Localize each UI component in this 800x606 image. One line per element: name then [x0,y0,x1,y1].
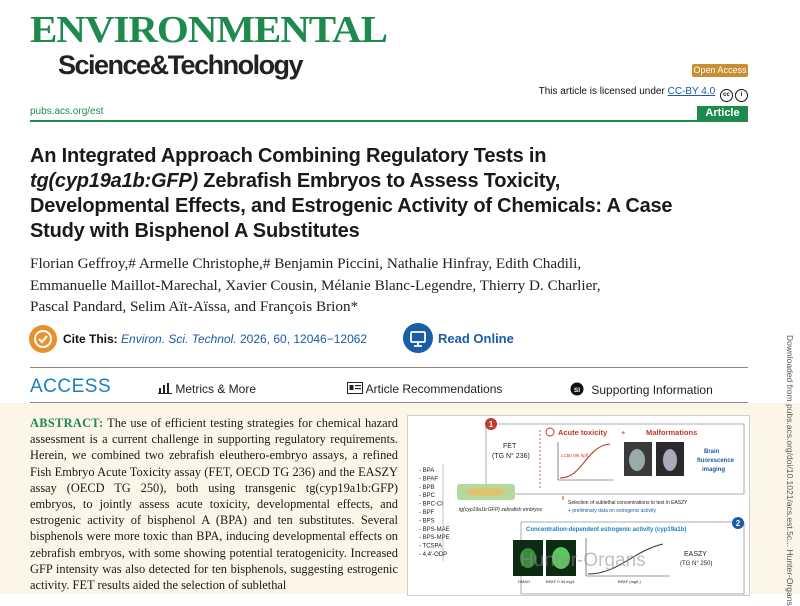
compound-item: - BPA [419,468,435,474]
compound-item: - BPAF [419,476,438,483]
bpaf-label: BPAF 0.34 mg/L [546,579,576,584]
metrics-more-link[interactable]: Metrics & More [158,382,256,396]
cite-divider [30,367,748,368]
by-icon: i [735,89,748,102]
authors-line1[interactable]: Florian Geffroy,# Armelle Christophe,# Benjamin Piccini, Nathalie Hinfray, Edith Chadili, [30,255,582,272]
step1-label: 1 [488,420,494,429]
zebrafish-embryo-image [466,488,506,496]
title-italic: tg(cyp19a1b:GFP) [30,170,198,192]
cite-ref[interactable]: 2026, 60, 12046−12062 [239,332,368,346]
compound-item: - BPC [419,493,436,500]
brain-line3: imaging [702,467,726,473]
journal-url[interactable]: pubs.acs.org/est [30,106,104,117]
brain-line2: fluorescence [697,458,735,464]
cite-check-icon[interactable] [29,325,57,353]
dmso-label: DMSO [518,579,530,584]
cite-this[interactable]: Cite This: Environ. Sci. Technol. 2026, 60, 12046−12062 [63,332,368,346]
selection-text-line1: Selection of sublethal concentrations to test in EASZY [568,500,688,506]
license-notice [539,86,748,102]
watermark: Hunter-Organs [520,550,646,571]
easzy-label: EASZY [684,551,707,558]
xaxis-label: BPAF (mg/L) [618,579,641,584]
read-online-icon[interactable] [403,323,433,353]
compound-list [419,468,450,558]
title-line4: Study with Bisphenol A Substitutes [30,220,360,242]
easzy-tg: (TG N° 250) [680,561,713,567]
fet-tg: (TG N° 236) [492,453,530,460]
supporting-information-link[interactable]: SI Supporting Information [570,382,713,397]
compound-item: - BPF [419,510,435,516]
article-type-tag: Article [697,106,748,121]
selection-text-line2: + preliminary data on estrogenic activity [568,508,656,514]
license-text: This article is licensed under [538,86,665,97]
malf-plus: + [621,428,626,437]
authors-line2[interactable]: Emmanuelle Maillot-Marechal, Xavier Cousin, Mélanie Blanc-Legendre, Thierry D. Charlier, [30,276,601,294]
compound-item: - 4,4'-ODP [419,552,448,558]
authors-line3[interactable]: Pascal Pandard, Selim Aït-Aïssa, and François Brion* [30,298,359,315]
cite-journal[interactable]: Environ. Sci. Technol. [121,332,237,346]
svg-text:SI: SI [573,387,581,394]
open-access-badge: Open Access [693,65,747,75]
abstract-text: ABSTRACT: The use of efficient testing strategies for chemical hazard assessment is a current challenge in supporting regulatory requirements. Herein, we combined two zebrafish eleuthero-embryo assays, a refined Fish Embryo Acute Toxicity assay (FET, OECD TG 236) and the EASZY assay (OECD TG 250), both using transgenic tg(cyp19a1b:GFP) embryos, to jointly assess acute toxicity, developmental effects, and estrogenic activity of bisphenol A (BPA) and ten substitutes. Several bisphenols were more toxic than BPA, inducing developmental effects on zebrafish embryos, with some showing potential teratogenicity. Increased GFP intensity was also detected for ten bisphenols, suggesting estrogenic activity. FET results aided the selection of sublethal [30,416,399,593]
article-recommendations-link[interactable]: Article Recommendations [347,382,502,396]
title-line3: Developmental Effects, and Estrogenic Activity of Chemicals: A Case [30,195,673,217]
embryo-label: tg(cyp19a1b:GFP) zebrafish embryos [459,507,543,513]
cc-icon: cc [720,89,733,102]
header-divider [30,120,748,122]
step2-label: 2 [735,519,741,528]
article-title [30,144,760,244]
compound-item: - BPS-MPE [419,535,450,542]
lc50-label: LC50 (96 hpf) [561,453,589,458]
journal-logo-line1: ENVIRONMENTAL [30,9,387,51]
compound-item: - TCSPA [419,543,443,550]
title-line2: tg(cyp19a1b:GFP) Zebrafish Embryos to Assess Toxicity, [30,170,561,192]
compound-item: - BPB [419,484,435,491]
fet-label: FET [503,443,517,450]
title-line1: An Integrated Approach Combining Regulatory Tests in [30,145,547,167]
acute-toxicity-label: Acute toxicity [558,428,608,437]
license-link[interactable]: CC-BY 4.0 [667,86,716,97]
si-icon [570,382,584,396]
embryo-image-1 [629,449,645,471]
compound-item: - BPS-MAE [419,526,450,533]
malformations-label: Malformations [646,428,698,437]
download-side-note: Downloaded from pubs.acs.org/doi/10.1021/acs.est.5c... Hunter-Organs [785,335,795,606]
author-list [30,253,760,318]
bar-chart-icon [158,383,172,394]
compound-item: - BPC-Cl [419,501,443,508]
embryo-image-2 [663,449,677,471]
brain-line1: Brain [704,449,720,455]
access-label: ACCESS [30,376,112,397]
read-online-link[interactable]: Read Online [438,331,514,346]
compound-item: - BPS [419,518,435,525]
article-recommendations-icon [347,382,363,394]
journal-logo-line2: Science&Technology [58,50,303,80]
conc-dep-label: Concentration-dependent estrogenic activity (cyp19a1b) [526,527,687,533]
